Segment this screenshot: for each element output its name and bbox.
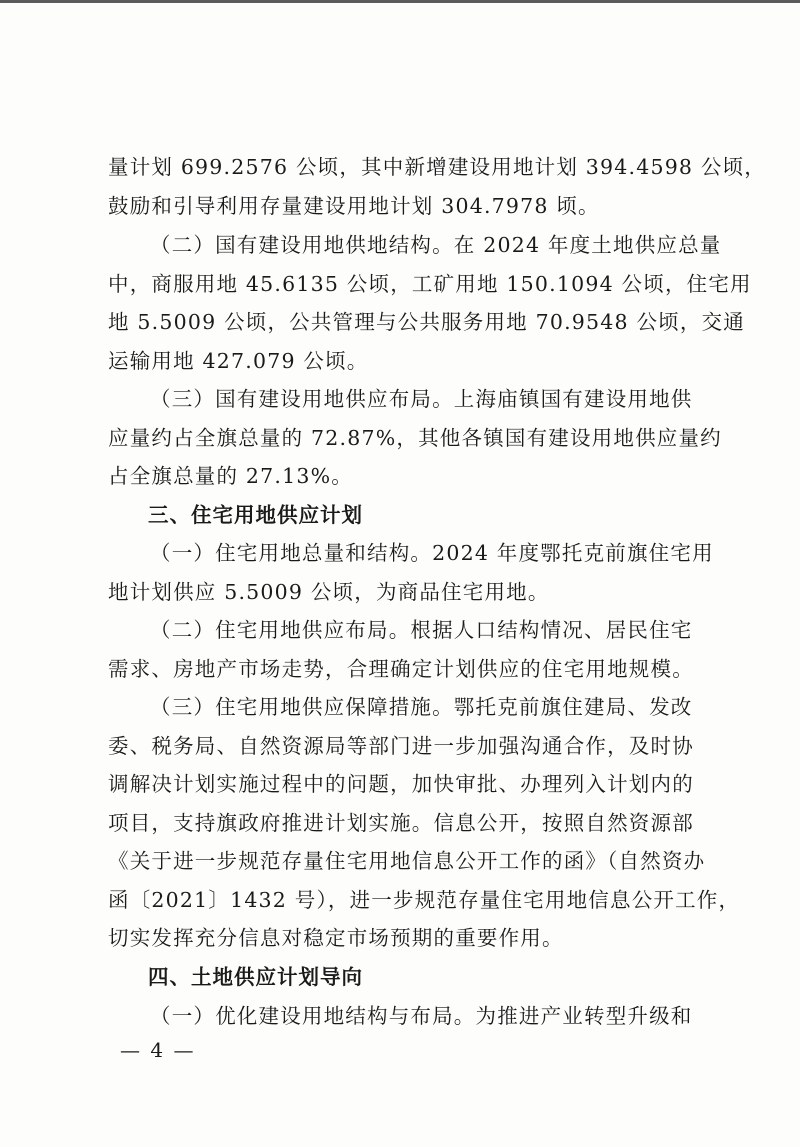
section-heading-residential-plan: 三、住宅用地供应计划: [148, 503, 363, 527]
paragraph-supply-layout: [108, 380, 722, 496]
text-line: 量计划 699.2576 公顷，其中新增建设用地计划 394.4598 公顷，: [108, 155, 766, 179]
text-line: 《关于进一步规范存量住宅用地信息公开工作的函》（自然资办: [108, 849, 706, 873]
paragraph-supply-structure: [108, 226, 752, 380]
text-line: 中，商服用地 45.6135 公顷，工矿用地 150.1094 公顷，住宅用: [108, 271, 752, 296]
text-line: 函〔2021〕1432 号），进一步规范存量住宅用地信息公开工作，: [108, 887, 741, 912]
text-line: 地计划供应 5.5009 公顷，为商品住宅用地。: [108, 579, 550, 604]
page-number: — 4 —: [120, 1038, 196, 1062]
text-line: 鼓励和引导利用存量建设用地计划 304.7978 顷。: [108, 193, 600, 218]
text-line: 占全旗总量的 27.13%。: [108, 464, 353, 488]
text-line: （一）优化建设用地结构与布局。为推进产业转型升级和: [150, 1004, 693, 1028]
text-line: （一）住宅用地总量和结构。2024 年度鄂托克前旗住宅用: [150, 541, 714, 565]
text-line: 调解决计划实施过程中的问题，加快审批、办理列入计划内的: [108, 772, 694, 796]
text-line: （三）国有建设用地供应布局。上海庙镇国有建设用地供: [150, 387, 693, 411]
paragraph-land-plan-continued: [108, 148, 766, 225]
text-line: 地 5.5009 公顷，公共管理与公共服务用地 70.9548 公顷，交通: [108, 310, 745, 334]
text-line: （三）住宅用地供应保障措施。鄂托克前旗住建局、发改: [150, 695, 693, 719]
section-heading-supply-guidance: 四、土地供应计划导向: [148, 965, 363, 989]
text-line: （二）国有建设用地供地结构。在 2024 年度土地供应总量: [150, 233, 722, 257]
text-line: 切实发挥充分信息对稳定市场预期的重要作用。: [108, 926, 564, 950]
paragraph-residential-layout: [108, 611, 702, 688]
top-border-line: [0, 0, 800, 3]
text-line: 需求、房地产市场走势，合理确定计划供应的住宅用地规模。: [108, 656, 694, 681]
text-line: 委、税务局、自然资源局等部门进一步加强沟通合作，及时协: [108, 733, 694, 758]
paragraph-optimize-structure: [108, 997, 702, 1036]
text-line: 应量约占全旗总量的 72.87%，其他各镇国有建设用地供应量约: [108, 425, 722, 450]
text-line: 项目，支持旗政府推进计划实施。信息公开，按照自然资源部: [108, 810, 694, 835]
text-line: （二）住宅用地供应布局。根据人口结构情况、居民住宅: [150, 618, 693, 642]
paragraph-residential-measures: [108, 688, 741, 958]
text-line: 运输用地 427.079 公顷。: [108, 348, 369, 373]
paragraph-residential-total: [108, 534, 714, 611]
